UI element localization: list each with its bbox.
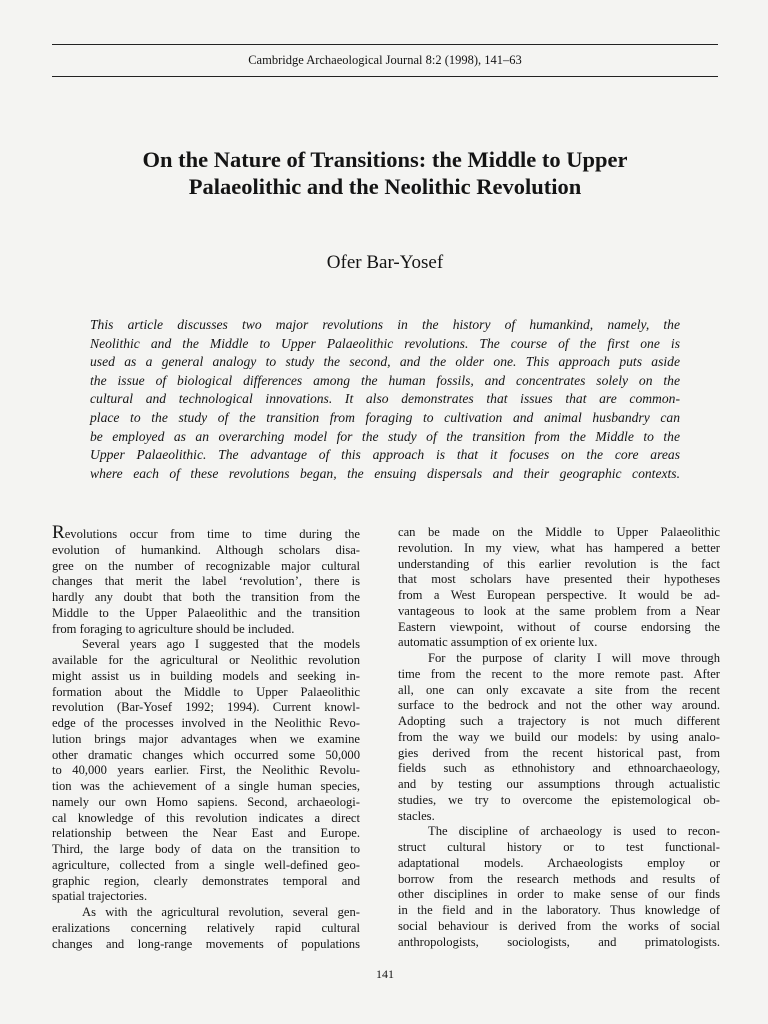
abstract [90,316,680,483]
body-line: lution brings major advantages when we examine [52,731,360,746]
body-line: other dramatic changes which occurred some 50,000 [52,747,360,762]
abstract-line: where each of these revolutions began, the ensuing dispersals and their geographic contexts. [90,465,680,481]
body-line: Several years ago I suggested that the models [82,637,360,652]
body-line: namely our own Homo sapiens. Second, archaeologi- [52,794,360,809]
body-line: automatic assumption of ex oriente lux. [398,635,598,650]
body-column-left [52,522,360,952]
body-line: changes that merit the label ‘revolution’, there is [52,574,360,589]
body-line: social behaviour is derived from the works of social [398,918,720,933]
body-line: The discipline of archaeology is used to recon- [428,824,720,839]
body-line: studies, we try to overcome the epistemological ob- [398,792,720,807]
body-line: can be made on the Middle to Upper Palaeolithic [398,525,720,539]
body-line: anthropologists, sociologists, and primatologists. [398,934,720,949]
body-line: Third, the large body of data on the transition to [52,842,360,856]
body-line: struct cultural history or to test functional- [398,840,720,854]
body-line: that most scholars have presented their hypotheses [398,572,720,587]
body-line: formation about the Middle to Upper Palaeolithic [52,684,360,699]
abstract-line: used as a general analogy to study the second, and the older one. This approach puts aside [90,354,680,370]
header-top-rule [52,44,718,45]
body-line: spatial trajectories. [52,889,148,904]
body-line: gree on the number of recognizable major cultural [52,558,360,573]
body-line: time from the recent to the more remote past. After [398,666,720,681]
body-line: understanding of this earlier revolution is the fact [398,556,720,571]
abstract-line: be employed as an overarching model for the study of the transition from the Middle to the [90,428,680,444]
author-name: Ofer Bar-Yosef [326,252,444,273]
body-line: available for the agricultural or Neolithic revolution [52,653,360,667]
abstract-line: This article discusses two major revolutions in the history of humankind, namely, the [90,317,680,332]
body-line: As with the agricultural revolution, several gen- [82,905,360,919]
body-line: in the field and in the laboratory. Thus knowledge of [398,903,720,917]
body-column-right [398,525,720,950]
body-line: revolution. In my view, what has hampered a better [398,540,720,555]
body-line: from foraging to agriculture should be included. [52,621,295,636]
body-line: gies derived from the recent historical past, from [398,745,720,760]
body-line: vantageous to look at the same problem from a Near [398,603,720,618]
body-line: relationship between the Near East and Europe. [52,826,360,841]
journal-citation: Cambridge Archaeological Journal 8:2 (1998), 141–63 [248,53,522,67]
drop-cap: R [52,522,65,543]
page-number: 141 [376,967,394,981]
body-line: agriculture, collected from a single well-defined geo- [52,857,360,872]
body-line: from the way we build our models: by using analo- [398,729,720,744]
body-line: stacles. [398,808,435,823]
body-line: evolution of humankind. Although scholars disa- [52,542,360,557]
abstract-line: the issue of biological differences among the human fossils, and concentrates solely on the [90,372,680,388]
body-line: tion was the achievement of a single human species, [52,779,360,793]
body-line: other disciplines in order to make sense of our finds [398,887,720,902]
body-line: Eastern viewpoint, without of course endorsing the [398,619,720,634]
abstract-line: Upper Palaeolithic. The advantage of this approach is that it focuses on the core areas [90,447,680,463]
article-title [90,146,680,200]
body-line: revolution (Bar-Yosef 1992; 1994). Current knowl- [52,700,360,715]
title-line: On the Nature of Transitions: the Middle to Upper [142,147,628,172]
body-line: borrow from the research methods and results of [398,871,720,886]
body-line: graphic region, clearly demonstrates temporal and [52,873,360,888]
body-line: from a West European perspective. It would be ad- [398,588,720,602]
body-line: fields such as ethnohistory and ethnoarchaeology, [398,761,720,776]
body-line: cal knowledge of this revolution indicates a direct [52,810,360,825]
body-line-text: evolutions occur from time to time during the [64,527,360,541]
abstract-line: cultural and technological innovations. It also demonstrates that issues that are common- [90,391,680,407]
body-line: to 40,000 years earlier. First, the Neolithic Revolu- [52,763,360,778]
body-line: all, one can only excavate a site from the recent [398,682,720,697]
body-line: Middle to the Upper Palaeolithic and the transition [52,605,360,620]
abstract-line: place to the study of the transition from foraging to cultivation and animal husbandry can [90,409,680,425]
body-line: might assist us in building models and seeking in- [52,668,360,683]
body-line: changes and long-range movements of populations [52,936,360,951]
header-bottom-rule [52,76,718,77]
body-line: eralizations concerning relatively rapid cultural [52,920,360,935]
body-line: edge of the processes involved in the Neolithic Revo- [52,716,360,730]
body-line: and by testing our assumptions through actualistic [398,777,720,791]
abstract-line: Neolithic and the Middle to Upper Palaeolithic revolutions. The course of the first one is [90,335,680,351]
body-line: adaptational models. Archaeologists employ or [398,855,720,870]
body-line: Adopting such a trajectory is not much different [398,714,720,728]
body-line: surface to the bedrock and not the other way around. [398,698,720,713]
title-line: Palaeolithic and the Neolithic Revolution [188,174,582,199]
body-line: For the purpose of clarity I will move through [428,651,720,665]
body-line [52,522,360,543]
body-line: hardly any doubt that both the transition from the [52,590,360,604]
